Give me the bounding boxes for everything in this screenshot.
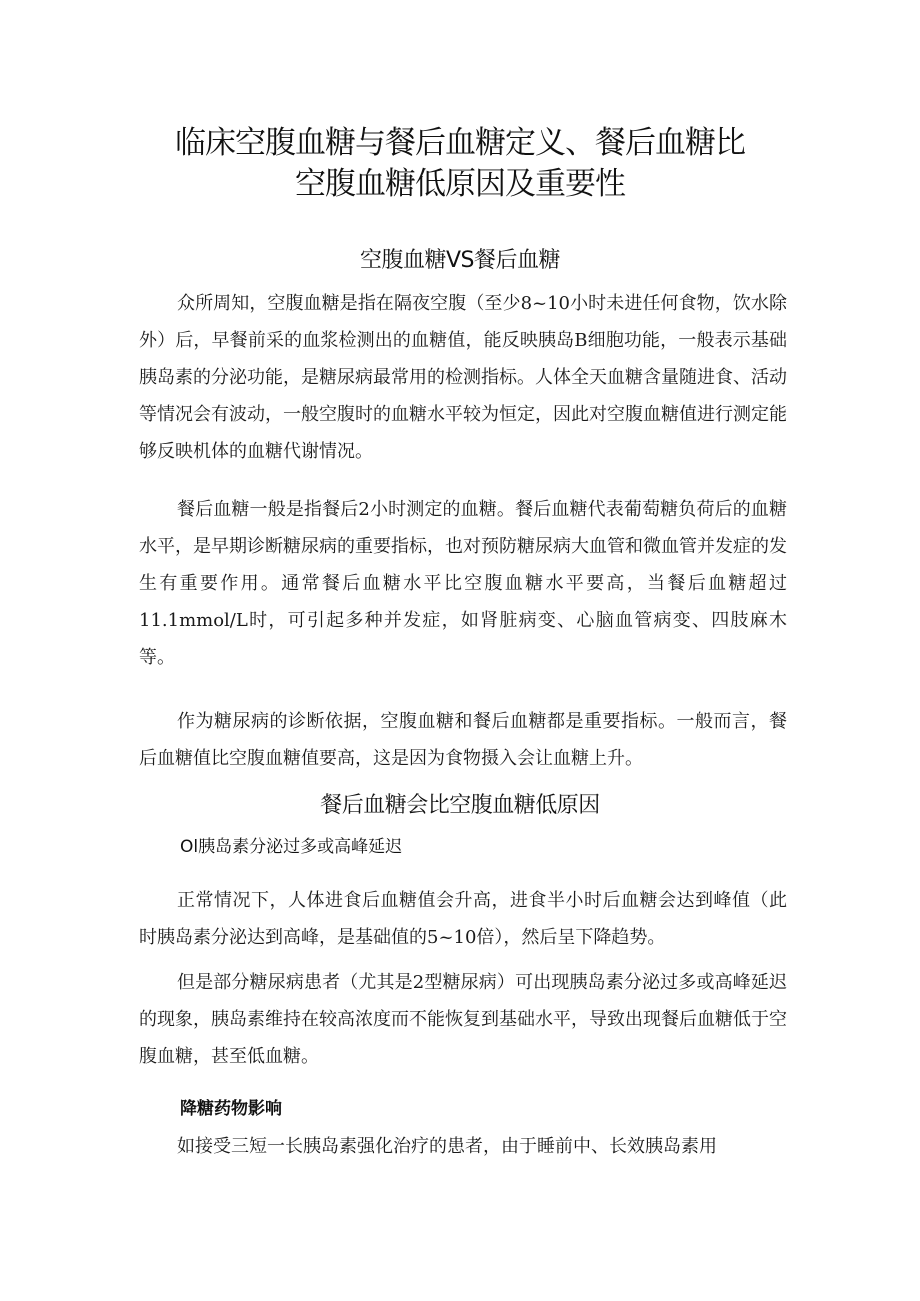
paragraph-diagnosis-basis: 作为糖尿病的诊断依据，空腹血糖和餐后血糖都是重要指标。一般而言，餐后血糖值比空腹血糖值要高，这是因为食物摄入会让血糖上升。 <box>139 711 787 769</box>
document-title-line-2: 空腹血糖低原因及重要性 <box>295 166 625 202</box>
document-title-line-1: 临床空腹血糖与餐后血糖定义、餐后血糖比 <box>175 125 745 161</box>
section-heading-fasting-vs-postprandial: 空腹血糖VS餐后血糖 <box>359 248 560 273</box>
paragraph-postprandial-glucose: 餐后血糖一般是指餐后2小时测定的血糖。餐后血糖代表葡萄糖负荷后的血糖水平，是早期诊断糖尿病的重要指标，也对预防糖尿病大血管和微血管并发症的发生有重要作用。通常餐后血糖水平比空腹血糖水平要高，当餐后血糖超过11.1mmol/L时，可引起多种并发症，如肾脏病变、心脑血管病变、四肢麻木等。 <box>139 499 787 668</box>
paragraph-insulin-therapy: 如接受三短一长胰岛素强化治疗的患者，由于睡前中、长效胰岛素用 <box>177 1136 717 1157</box>
paragraph-normal-response: 正常情况下，人体进食后血糖值会升高，进食半小时后血糖会达到峰值（此时胰岛素分泌达到高峰，是基础值的5~10倍），然后呈下降趋势。 <box>139 890 787 948</box>
subheading-drug-effects: 降糖药物影响 <box>180 1099 282 1119</box>
paragraph-type2-insulin: 但是部分糖尿病患者（尤其是2型糖尿病）可出现胰岛素分泌过多或高峰延迟的现象，胰岛素维持在较高浓度而不能恢复到基础水平，导致出现餐后血糖低于空腹血糖，甚至低血糖。 <box>139 972 787 1067</box>
subheading-insulin-secretion: Ol胰岛素分泌过多或高峰延迟 <box>180 837 403 857</box>
section-heading-low-postprandial-causes: 餐后血糖会比空腹血糖低原因 <box>320 793 600 818</box>
paragraph-fasting-glucose: 众所周知，空腹血糖是指在隔夜空腹（至少8~10小时未进任何食物，饮水除外）后，早餐前采的血浆检测出的血糖值，能反映胰岛B细胞功能，一般表示基础胰岛素的分泌功能，是糖尿病最常用的检测指标。人体全天血糖含量随进食、活动等情况会有波动，一般空腹时的血糖水平较为恒定，因此对空腹血糖值进行测定能够反映机体的血糖代谢情况。 <box>139 293 787 462</box>
